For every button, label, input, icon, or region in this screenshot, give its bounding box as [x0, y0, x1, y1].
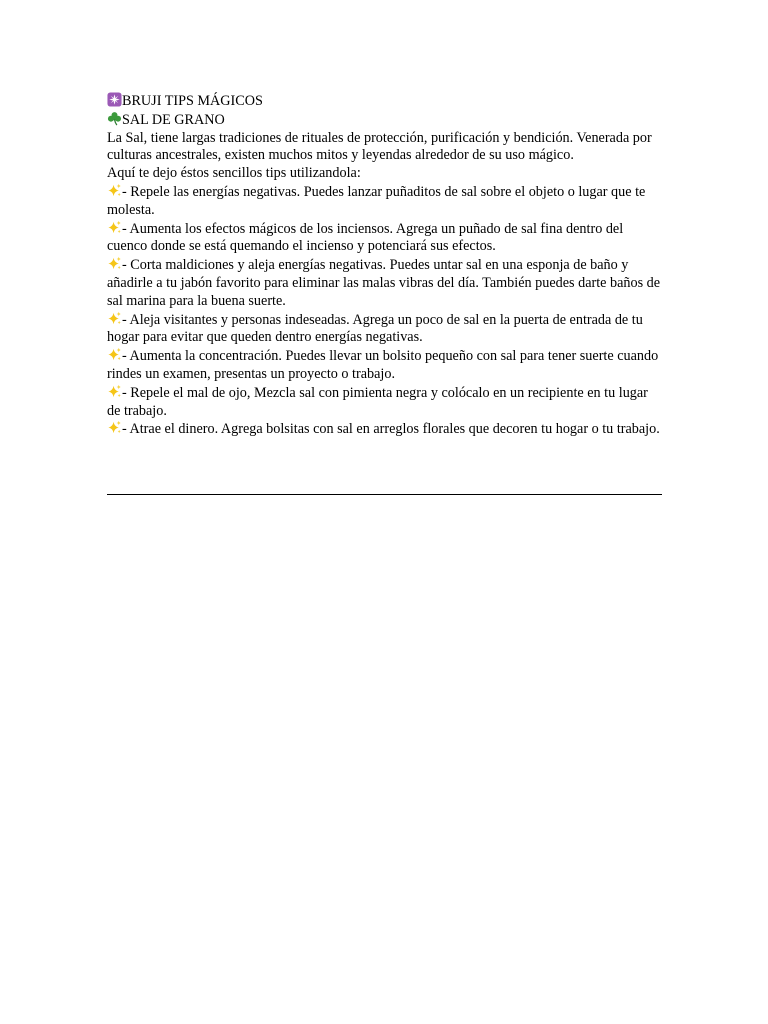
- tip-text: - Atrae el dinero. Agrega bolsitas con sal en arreglos florales que decoren tu hogar o tu trabajo.: [122, 421, 660, 438]
- tip-item: [107, 384, 663, 421]
- sparkles-icon: [107, 183, 122, 198]
- title-line: [107, 92, 663, 111]
- tip-item: [107, 347, 663, 384]
- tip-item: [107, 311, 663, 348]
- subtitle-line: [107, 111, 663, 130]
- tip-text: - Aleja visitantes y personas indeseadas. Agrega un poco de sal en la puerta de entrada de tu hogar para evitar que queden dentro energías negativas.: [107, 311, 643, 346]
- document-body: [107, 92, 663, 439]
- tips-list: [107, 183, 663, 439]
- tip-text: - Aumenta la concentración. Puedes llevar un bolsito pequeño con sal para tener suerte cuando rindes un examen, presentas un proyecto o trabajo.: [107, 348, 659, 382]
- tip-item: [107, 256, 663, 310]
- sparkles-icon: [107, 256, 122, 271]
- document-subtitle: SAL DE GRANO: [122, 111, 225, 128]
- tip-text: - Corta maldiciones y aleja energías negativas. Puedes untar sal en una esponja de baño y añadirle a tu jabón favorito para eliminar las malas vibras del día. También puedes darte baños de sal marina para la buena suerte.: [107, 257, 661, 309]
- tip-text: - Aumenta los efectos mágicos de los inciensos. Agrega un puñado de sal fina dentro del cuenco donde se está quemando el incienso y potenciará sus efectos.: [107, 220, 624, 255]
- lead-line: Aquí te dejo éstos sencillos tips utilizandola:: [107, 165, 361, 182]
- purple-star-icon: [107, 92, 122, 107]
- sparkles-icon: [107, 347, 122, 362]
- sparkles-icon: [107, 220, 122, 235]
- tip-item: [107, 420, 663, 439]
- tip-text: - Repele las energías negativas. Puedes lanzar puñaditos de sal sobre el objeto o lugar que te molesta.: [107, 183, 646, 218]
- sparkles-icon: [107, 420, 122, 435]
- horizontal-divider: [107, 494, 662, 495]
- tip-text: - Repele el mal de ojo, Mezcla sal con pimienta negra y colócalo en un recipiente en tu lugar de trabajo.: [107, 384, 648, 419]
- sparkles-icon: [107, 311, 122, 326]
- tip-item: [107, 220, 663, 257]
- intro-paragraph: La Sal, tiene largas tradiciones de rituales de protección, purificación y bendición. Venerada por culturas ancestrales, existen muchos mitos y leyendas alrededor de su uso mágico.: [107, 129, 652, 164]
- shamrock-icon: [107, 111, 122, 126]
- tip-item: [107, 183, 663, 220]
- sparkles-icon: [107, 384, 122, 399]
- document-title: BRUJI TIPS MÁGICOS: [122, 93, 263, 109]
